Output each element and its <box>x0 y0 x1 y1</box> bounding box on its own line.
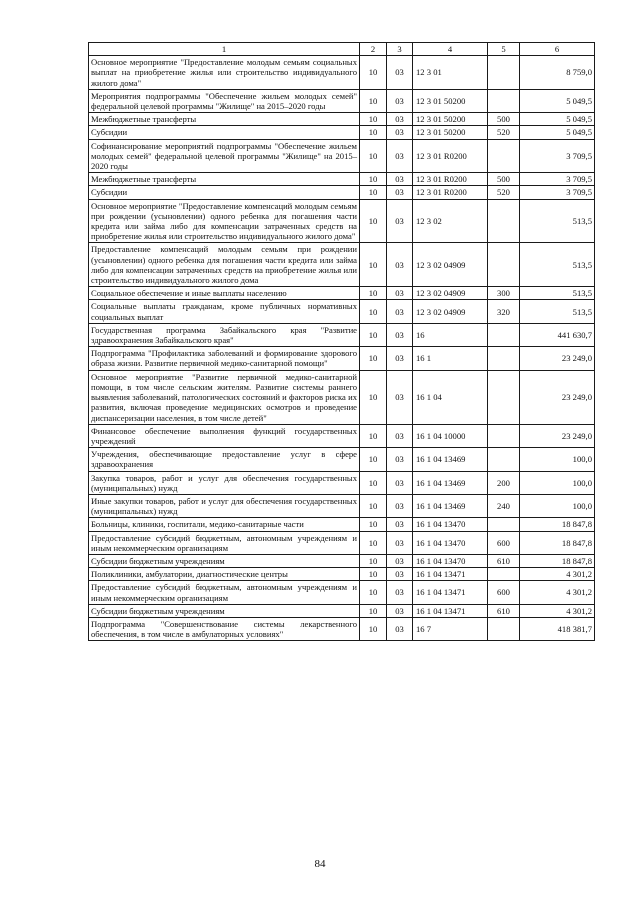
row-section: 10 <box>360 424 387 447</box>
row-expense-type <box>488 243 520 287</box>
row-name: Основное мероприятие "Развитие первичной медико-санитарной помощи, в том числе сельским жителям. Развитие системы раннего выявления заболеваний, патологических состояний и факторов риска их развития, включая проведение медицинских осмотров и проведение диспансеризации населения, в том числе детей" <box>89 370 360 424</box>
row-section: 10 <box>360 617 387 640</box>
row-amount: 100,0 <box>520 494 595 517</box>
row-section: 10 <box>360 471 387 494</box>
row-expense-type <box>488 199 520 243</box>
row-name: Межбюджетные трансферты <box>89 113 360 126</box>
row-expense-type: 610 <box>488 604 520 617</box>
row-amount: 418 381,7 <box>520 617 595 640</box>
row-expense-type: 600 <box>488 581 520 604</box>
row-amount: 513,5 <box>520 199 595 243</box>
row-target-code: 12 3 02 04909 <box>413 287 488 300</box>
row-amount: 513,5 <box>520 243 595 287</box>
row-target-code: 16 1 04 13469 <box>413 494 488 517</box>
row-amount: 5 049,5 <box>520 126 595 139</box>
row-amount: 23 249,0 <box>520 370 595 424</box>
row-amount: 23 249,0 <box>520 424 595 447</box>
row-section: 10 <box>360 287 387 300</box>
row-section: 10 <box>360 56 387 90</box>
row-section: 10 <box>360 347 387 370</box>
row-expense-type: 610 <box>488 554 520 567</box>
row-section: 10 <box>360 243 387 287</box>
row-amount: 23 249,0 <box>520 347 595 370</box>
row-subsection: 03 <box>387 494 413 517</box>
row-name: Закупка товаров, работ и услуг для обеспечения государственных (муниципальных) нужд <box>89 471 360 494</box>
row-target-code: 12 3 01 R0200 <box>413 139 488 173</box>
row-name: Подпрограмма "Профилактика заболеваний и формирование здорового образа жизни. Развитие первичной медико-санитарной помощи" <box>89 347 360 370</box>
row-subsection: 03 <box>387 243 413 287</box>
row-target-code: 16 1 04 13470 <box>413 531 488 554</box>
row-name: Основное мероприятие "Предоставление компенсаций молодым семьям при рождении (усыновлении) одного ребенка для погашения части кредита или займа либо для компенсации затраченных средств на приобретение жилья или строительство индивидуального жилого дома" <box>89 199 360 243</box>
row-subsection: 03 <box>387 531 413 554</box>
row-amount: 18 847,8 <box>520 554 595 567</box>
row-subsection: 03 <box>387 471 413 494</box>
table-row <box>89 581 595 604</box>
row-name: Мероприятия подпрограммы "Обеспечение жильем молодых семей" федеральной целевой программы "Жилище" на 2015–2020 годы <box>89 89 360 112</box>
row-target-code: 12 3 01 50200 <box>413 113 488 126</box>
row-expense-type <box>488 518 520 531</box>
row-subsection: 03 <box>387 173 413 186</box>
row-subsection: 03 <box>387 113 413 126</box>
row-target-code: 16 1 04 13471 <box>413 604 488 617</box>
row-section: 10 <box>360 199 387 243</box>
row-name: Больницы, клиники, госпитали, медико-санитарные части <box>89 518 360 531</box>
row-name: Субсидии <box>89 186 360 199</box>
row-name: Софинансирование мероприятий подпрограммы "Обеспечение жильем молодых семей" федеральной целевой программы "Жилище" на 2015–2020 годы <box>89 139 360 173</box>
row-section: 10 <box>360 323 387 346</box>
row-section: 10 <box>360 89 387 112</box>
row-amount: 3 709,5 <box>520 186 595 199</box>
row-target-code: 16 1 04 13470 <box>413 554 488 567</box>
table-row <box>89 126 595 139</box>
row-target-code: 12 3 01 R0200 <box>413 186 488 199</box>
table-row <box>89 173 595 186</box>
row-subsection: 03 <box>387 186 413 199</box>
table-row <box>89 113 595 126</box>
row-subsection: 03 <box>387 139 413 173</box>
header-col-5: 5 <box>488 43 520 56</box>
table-row <box>89 518 595 531</box>
row-target-code: 16 1 04 <box>413 370 488 424</box>
row-subsection: 03 <box>387 568 413 581</box>
row-name: Предоставление субсидий бюджетным, автономным учреждениям и иным некоммерческим организациям <box>89 531 360 554</box>
row-target-code: 16 1 04 13471 <box>413 581 488 604</box>
row-amount: 5 049,5 <box>520 89 595 112</box>
row-subsection: 03 <box>387 347 413 370</box>
row-name: Предоставление компенсаций молодым семьям при рождении (усыновлении) одного ребенка для погашения части кредита или займа либо для компенсации затраченных средств на приобретение жилья или строительство индивидуального жилого дома <box>89 243 360 287</box>
header-col-3: 3 <box>387 43 413 56</box>
row-subsection: 03 <box>387 89 413 112</box>
row-amount: 441 630,7 <box>520 323 595 346</box>
row-target-code: 12 3 01 50200 <box>413 89 488 112</box>
row-subsection: 03 <box>387 300 413 323</box>
row-section: 10 <box>360 494 387 517</box>
row-subsection: 03 <box>387 448 413 471</box>
row-expense-type: 320 <box>488 300 520 323</box>
row-name: Предоставление субсидий бюджетным, автономным учреждениям и иным некоммерческим организациям <box>89 581 360 604</box>
row-name: Субсидии <box>89 126 360 139</box>
table-row <box>89 300 595 323</box>
row-section: 10 <box>360 126 387 139</box>
row-section: 10 <box>360 448 387 471</box>
row-name: Учреждения, обеспечивающие предоставление услуг в сфере здравоохранения <box>89 448 360 471</box>
row-expense-type: 240 <box>488 494 520 517</box>
row-subsection: 03 <box>387 581 413 604</box>
row-target-code: 12 3 01 R0200 <box>413 173 488 186</box>
table-row <box>89 531 595 554</box>
row-section: 10 <box>360 604 387 617</box>
row-subsection: 03 <box>387 126 413 139</box>
table-row <box>89 471 595 494</box>
row-amount: 18 847,8 <box>520 518 595 531</box>
page-number: 84 <box>314 858 326 870</box>
row-amount: 513,5 <box>520 287 595 300</box>
row-amount: 4 301,2 <box>520 581 595 604</box>
row-expense-type: 520 <box>488 126 520 139</box>
row-target-code: 12 3 02 04909 <box>413 243 488 287</box>
row-amount: 18 847,8 <box>520 531 595 554</box>
row-target-code: 12 3 01 50200 <box>413 126 488 139</box>
row-subsection: 03 <box>387 287 413 300</box>
row-expense-type <box>488 347 520 370</box>
row-amount: 3 709,5 <box>520 139 595 173</box>
row-subsection: 03 <box>387 370 413 424</box>
row-target-code: 16 7 <box>413 617 488 640</box>
row-target-code: 12 3 02 04909 <box>413 300 488 323</box>
row-expense-type <box>488 424 520 447</box>
row-name: Финансовое обеспечение выполнения функций государственных учреждений <box>89 424 360 447</box>
table-row <box>89 89 595 112</box>
table-row <box>89 347 595 370</box>
row-section: 10 <box>360 581 387 604</box>
row-expense-type: 600 <box>488 531 520 554</box>
row-section: 10 <box>360 554 387 567</box>
row-subsection: 03 <box>387 518 413 531</box>
table-row <box>89 370 595 424</box>
table-row <box>89 604 595 617</box>
row-expense-type <box>488 370 520 424</box>
row-name: Субсидии бюджетным учреждениям <box>89 554 360 567</box>
table-row <box>89 448 595 471</box>
table-row <box>89 243 595 287</box>
table-row <box>89 323 595 346</box>
row-name: Иные закупки товаров, работ и услуг для обеспечения государственных (муниципальных) нужд <box>89 494 360 517</box>
row-subsection: 03 <box>387 199 413 243</box>
row-section: 10 <box>360 518 387 531</box>
row-section: 10 <box>360 370 387 424</box>
table-header-row <box>89 43 595 56</box>
row-name: Основное мероприятие "Предоставление молодым семьям социальных выплат на приобретение жилья или строительство индивидуального жилого дома" <box>89 56 360 90</box>
row-name: Государственная программа Забайкальского края "Развитие здравоохранения Забайкальского края" <box>89 323 360 346</box>
row-name: Субсидии бюджетным учреждениям <box>89 604 360 617</box>
row-subsection: 03 <box>387 604 413 617</box>
table-row <box>89 56 595 90</box>
row-target-code: 16 1 04 13469 <box>413 471 488 494</box>
row-section: 10 <box>360 139 387 173</box>
row-target-code: 16 <box>413 323 488 346</box>
row-subsection: 03 <box>387 617 413 640</box>
row-section: 10 <box>360 300 387 323</box>
row-amount: 4 301,2 <box>520 568 595 581</box>
table-row <box>89 186 595 199</box>
row-subsection: 03 <box>387 424 413 447</box>
table-row <box>89 287 595 300</box>
row-expense-type: 520 <box>488 186 520 199</box>
row-section: 10 <box>360 173 387 186</box>
row-expense-type: 200 <box>488 471 520 494</box>
table-row <box>89 494 595 517</box>
row-expense-type <box>488 448 520 471</box>
budget-table <box>88 42 595 641</box>
row-section: 10 <box>360 113 387 126</box>
row-amount: 3 709,5 <box>520 173 595 186</box>
row-subsection: 03 <box>387 56 413 90</box>
row-amount: 5 049,5 <box>520 113 595 126</box>
row-expense-type <box>488 323 520 346</box>
header-col-6: 6 <box>520 43 595 56</box>
row-target-code: 16 1 04 13470 <box>413 518 488 531</box>
row-amount: 100,0 <box>520 448 595 471</box>
row-expense-type <box>488 568 520 581</box>
table-row <box>89 568 595 581</box>
row-section: 10 <box>360 186 387 199</box>
row-amount: 100,0 <box>520 471 595 494</box>
header-col-2: 2 <box>360 43 387 56</box>
row-amount: 4 301,2 <box>520 604 595 617</box>
row-section: 10 <box>360 531 387 554</box>
row-subsection: 03 <box>387 554 413 567</box>
row-amount: 8 759,0 <box>520 56 595 90</box>
row-expense-type <box>488 617 520 640</box>
row-target-code: 12 3 01 <box>413 56 488 90</box>
row-target-code: 12 3 02 <box>413 199 488 243</box>
table-row <box>89 424 595 447</box>
row-expense-type: 500 <box>488 173 520 186</box>
table-body <box>89 43 595 641</box>
row-target-code: 16 1 04 10000 <box>413 424 488 447</box>
row-target-code: 16 1 04 13469 <box>413 448 488 471</box>
row-subsection: 03 <box>387 323 413 346</box>
row-name: Социальное обеспечение и иные выплаты населению <box>89 287 360 300</box>
table-row <box>89 617 595 640</box>
table-row <box>89 554 595 567</box>
row-expense-type <box>488 56 520 90</box>
row-name: Межбюджетные трансферты <box>89 173 360 186</box>
row-name: Поликлиники, амбулатории, диагностические центры <box>89 568 360 581</box>
table-row <box>89 139 595 173</box>
row-expense-type: 500 <box>488 113 520 126</box>
row-expense-type <box>488 89 520 112</box>
row-amount: 513,5 <box>520 300 595 323</box>
table-row <box>89 199 595 243</box>
row-target-code: 16 1 04 13471 <box>413 568 488 581</box>
row-name: Подпрограмма "Совершенствование системы лекарственного обеспечения, в том числе в амбулаторных условиях" <box>89 617 360 640</box>
row-section: 10 <box>360 568 387 581</box>
row-expense-type: 300 <box>488 287 520 300</box>
row-target-code: 16 1 <box>413 347 488 370</box>
header-col-1: 1 <box>89 43 360 56</box>
header-col-4: 4 <box>413 43 488 56</box>
row-expense-type <box>488 139 520 173</box>
row-name: Социальные выплаты гражданам, кроме публичных нормативных социальных выплат <box>89 300 360 323</box>
